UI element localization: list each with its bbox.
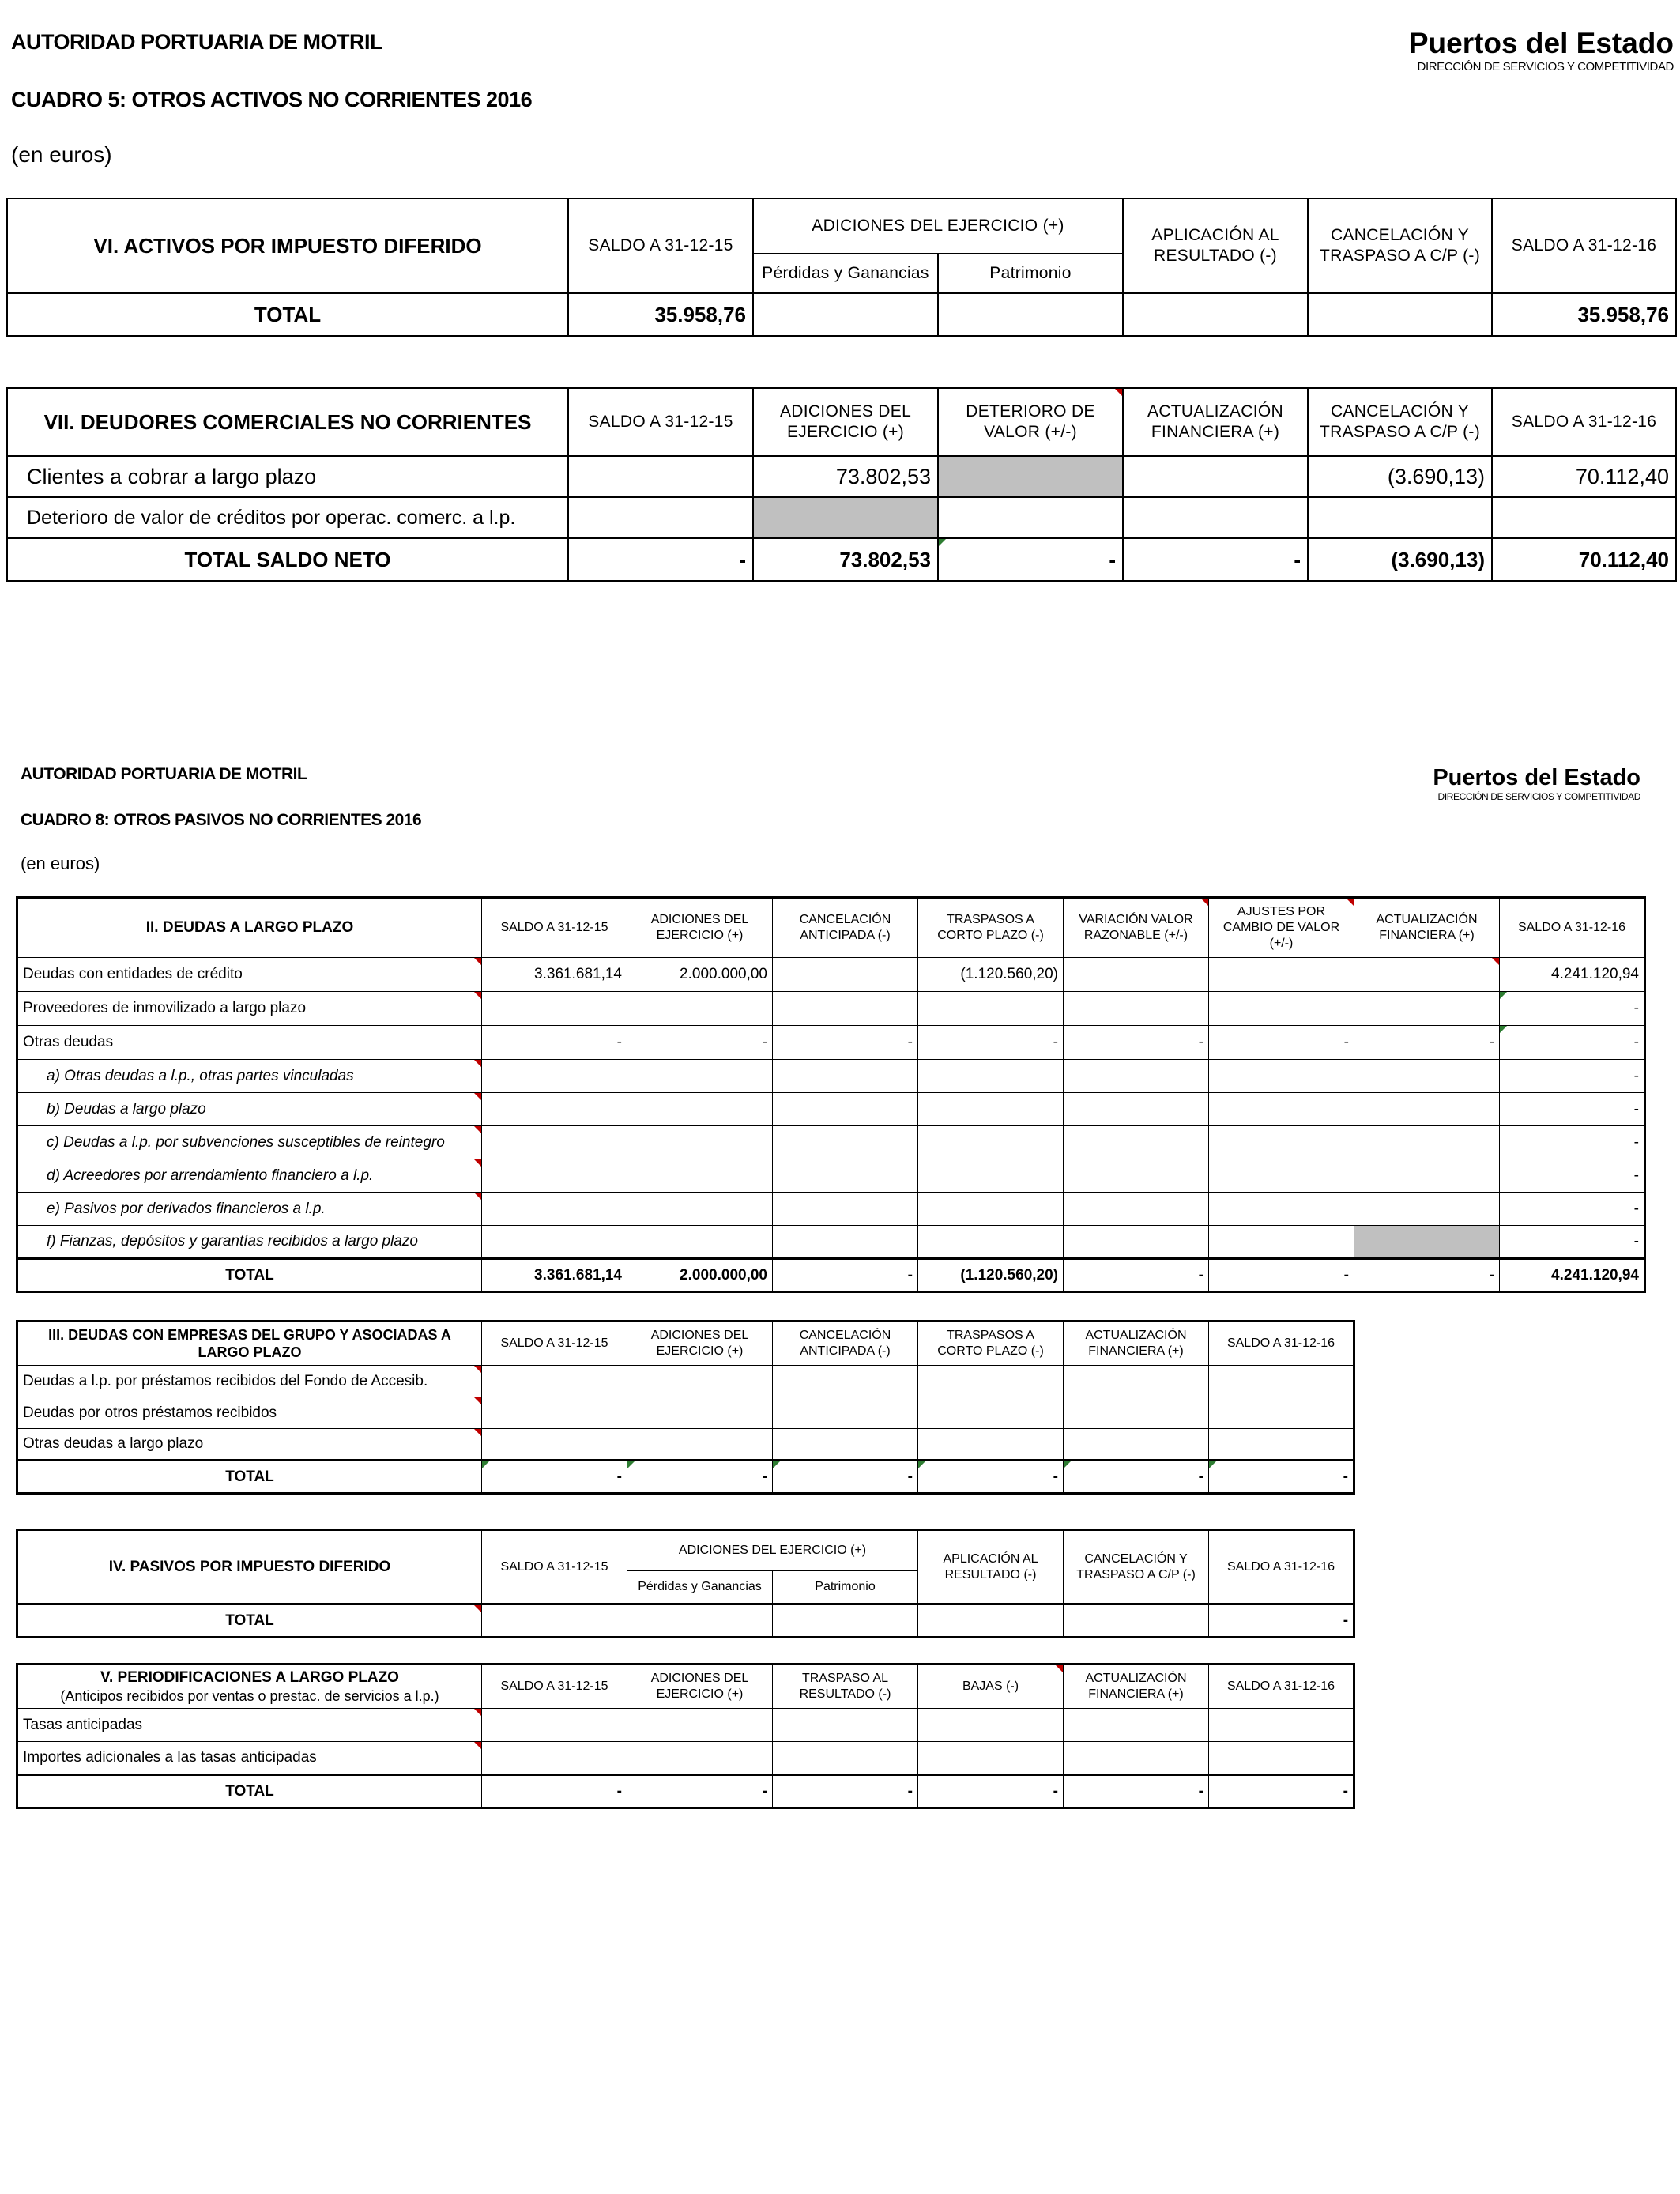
brand-name: Puertos del Estado	[1408, 27, 1674, 59]
col-header: ADICIONES DEL EJERCICIO (+)	[627, 1664, 773, 1709]
cell: -	[1500, 1026, 1645, 1060]
cell: -	[1354, 1026, 1500, 1060]
cell: 70.112,40	[1492, 456, 1676, 497]
table-row	[17, 1397, 1354, 1429]
cell	[1064, 1742, 1209, 1775]
cell: -	[773, 1461, 918, 1494]
cell	[627, 1193, 773, 1226]
cell	[938, 293, 1123, 336]
cell: -	[773, 1259, 918, 1292]
cell: -	[1500, 1126, 1645, 1159]
cell: 35.958,76	[1492, 293, 1676, 336]
brand-subtitle: DIRECCIÓN DE SERVICIOS Y COMPETITIVIDAD	[1437, 791, 1640, 802]
cell: -	[1064, 1026, 1209, 1060]
cell: -	[1064, 1775, 1209, 1808]
table-title-cell	[17, 1664, 482, 1709]
brand-logo-2	[1433, 765, 1640, 802]
cell	[1209, 958, 1354, 992]
table-row	[17, 1159, 1645, 1193]
cell	[627, 1397, 773, 1429]
table-row	[17, 1026, 1645, 1060]
cell	[482, 992, 627, 1026]
cell	[1064, 1093, 1209, 1126]
cell: -	[627, 1775, 773, 1808]
cell: 4.241.120,94	[1500, 958, 1645, 992]
cell: -	[1209, 1026, 1354, 1060]
cell: -	[1064, 1461, 1209, 1494]
col-header: ADICIONES DEL EJERCICIO (+)	[627, 1321, 773, 1366]
cell: -	[773, 1026, 918, 1060]
cell	[1492, 497, 1676, 538]
cell	[1209, 1060, 1354, 1093]
table-deudas-empresas-grupo	[16, 1320, 1355, 1495]
cell	[482, 1397, 627, 1429]
total-row	[7, 538, 1676, 581]
col-cancelacion: CANCELACIÓN Y TRASPASO A C/P (-)	[1308, 198, 1492, 293]
cell	[482, 1060, 627, 1093]
total-row	[17, 1461, 1354, 1494]
cell	[482, 1429, 627, 1461]
cell	[1209, 1429, 1354, 1461]
cell	[627, 1709, 773, 1742]
table-periodificaciones	[16, 1663, 1355, 1809]
total-label: TOTAL	[17, 1775, 482, 1808]
row-label: e) Pasivos por derivados financieros a l.p.	[17, 1193, 482, 1226]
cell	[1123, 293, 1308, 336]
table-row	[17, 1366, 1354, 1397]
cell	[1209, 1126, 1354, 1159]
col-header: SALDO A 31-12-15	[482, 1530, 627, 1604]
row-label: c) Deudas a l.p. por subvenciones susceptibles de reintegro	[17, 1126, 482, 1159]
cell	[1209, 1193, 1354, 1226]
cell: -	[1500, 1226, 1645, 1259]
col-saldo-final: SALDO A 31-12-16	[1492, 198, 1676, 293]
cell	[627, 1226, 773, 1259]
brand-subtitle: DIRECCIÓN DE SERVICIOS Y COMPETITIVIDAD	[1417, 60, 1674, 74]
row-label: Deterioro de valor de créditos por operac. comerc. a l.p.	[7, 497, 568, 538]
table-row	[17, 1226, 1645, 1259]
cell	[1354, 1093, 1500, 1126]
cell: -	[482, 1461, 627, 1494]
cell	[627, 1604, 773, 1638]
cell	[773, 1429, 918, 1461]
row-label: Tasas anticipadas	[17, 1709, 482, 1742]
cell	[1064, 1366, 1209, 1397]
table-row	[17, 1093, 1645, 1126]
cell	[773, 1604, 918, 1638]
col-header: AJUSTES POR CAMBIO DE VALOR (+/-)	[1209, 898, 1354, 958]
total-row	[17, 1604, 1354, 1638]
table-row	[17, 992, 1645, 1026]
cell	[918, 1604, 1064, 1638]
cell: 2.000.000,00	[627, 1259, 773, 1292]
cell	[1354, 1193, 1500, 1226]
row-label: Clientes a cobrar a largo plazo	[7, 456, 568, 497]
cell	[1209, 1093, 1354, 1126]
cell: -	[568, 538, 753, 581]
cell	[1064, 992, 1209, 1026]
cell	[1209, 1709, 1354, 1742]
cell	[918, 992, 1064, 1026]
cell: (3.690,13)	[1308, 538, 1492, 581]
cell	[773, 1226, 918, 1259]
cell	[918, 1193, 1064, 1226]
cell: -	[773, 1775, 918, 1808]
cell	[918, 1366, 1064, 1397]
table-row	[7, 497, 1676, 538]
cell: -	[1354, 1259, 1500, 1292]
table-row	[7, 456, 1676, 497]
row-label: Importes adicionales a las tasas anticipadas	[17, 1742, 482, 1775]
cell	[918, 1226, 1064, 1259]
col-header: SALDO A 31-12-16	[1209, 1321, 1354, 1366]
row-label: Proveedores de inmovilizado a largo plazo	[17, 992, 482, 1026]
page-title: CUADRO 5: OTROS ACTIVOS NO CORRIENTES 2016	[11, 88, 533, 111]
table-row	[17, 1193, 1645, 1226]
table-title: V. PERIODIFICACIONES A LARGO PLAZO	[100, 1668, 399, 1686]
col-header: ACTUALIZACIÓN FINANCIERA (+)	[1354, 898, 1500, 958]
cell	[1064, 958, 1209, 992]
col-header: SALDO A 31-12-16	[1500, 898, 1645, 958]
cell	[482, 1604, 627, 1638]
col-actualizacion: ACTUALIZACIÓN FINANCIERA (+)	[1123, 388, 1308, 456]
cell	[773, 1709, 918, 1742]
brand-logo	[1409, 27, 1674, 74]
cell	[773, 1742, 918, 1775]
cell	[1209, 1397, 1354, 1429]
cell	[918, 1060, 1064, 1093]
cell: 3.361.681,14	[482, 958, 627, 992]
cell: -	[1123, 538, 1308, 581]
table-title: VII. DEUDORES COMERCIALES NO CORRIENTES	[7, 388, 568, 456]
cell: -	[482, 1775, 627, 1808]
cell: -	[1209, 1461, 1354, 1494]
table-title: VI. ACTIVOS POR IMPUESTO DIFERIDO	[7, 198, 568, 293]
cell	[1354, 1126, 1500, 1159]
table-row	[17, 1429, 1354, 1461]
cell	[1209, 992, 1354, 1026]
row-label: Deudas a l.p. por préstamos recibidos del Fondo de Accesib.	[17, 1366, 482, 1397]
table-subtitle: (Anticipos recibidos por ventas o prestac. de servicios a l.p.)	[60, 1687, 439, 1704]
cell	[1354, 958, 1500, 992]
cell: -	[918, 1775, 1064, 1808]
col-header: VARIACIÓN VALOR RAZONABLE (+/-)	[1064, 898, 1209, 958]
col-adiciones: ADICIONES DEL EJERCICIO (+)	[753, 388, 938, 456]
cell: -	[1500, 1093, 1645, 1126]
col-header: ACTUALIZACIÓN FINANCIERA (+)	[1064, 1664, 1209, 1709]
cell	[1209, 1742, 1354, 1775]
table-row	[17, 1126, 1645, 1159]
cell	[1354, 1159, 1500, 1193]
cell	[1064, 1429, 1209, 1461]
cell: 73.802,53	[753, 538, 938, 581]
cell	[627, 1159, 773, 1193]
cell: (3.690,13)	[1308, 456, 1492, 497]
cell	[1064, 1193, 1209, 1226]
cell	[482, 1093, 627, 1126]
cell	[1308, 497, 1492, 538]
cell: 3.361.681,14	[482, 1259, 627, 1292]
table-title: III. DEUDAS CON EMPRESAS DEL GRUPO Y ASOCIADAS A LARGO PLAZO	[17, 1321, 482, 1366]
cell: -	[482, 1026, 627, 1060]
cell	[753, 293, 938, 336]
col-deterioro: DETERIORO DE VALOR (+/-)	[938, 388, 1123, 456]
cell	[773, 1060, 918, 1093]
cell: 73.802,53	[753, 456, 938, 497]
col-perdidas-ganancias: Pérdidas y Ganancias	[753, 254, 938, 293]
col-header: CANCELACIÓN Y TRASPASO A C/P (-)	[1064, 1530, 1209, 1604]
cell	[918, 1159, 1064, 1193]
col-aplicacion: APLICACIÓN AL RESULTADO (-)	[1123, 198, 1308, 293]
row-label: Deudas por otros préstamos recibidos	[17, 1397, 482, 1429]
cell: -	[1500, 1060, 1645, 1093]
cell: 4.241.120,94	[1500, 1259, 1645, 1292]
cell: -	[938, 538, 1123, 581]
cell	[753, 497, 938, 538]
total-label: TOTAL	[17, 1604, 482, 1638]
col-header: BAJAS (-)	[918, 1664, 1064, 1709]
cell	[773, 1366, 918, 1397]
cell	[1064, 1126, 1209, 1159]
cell	[482, 1159, 627, 1193]
cell	[627, 1093, 773, 1126]
table-row	[17, 1742, 1354, 1775]
page-title-2: CUADRO 8: OTROS PASIVOS NO CORRIENTES 2016	[21, 811, 422, 829]
cell: -	[1209, 1259, 1354, 1292]
cell	[1354, 1060, 1500, 1093]
unit-label: (en euros)	[11, 142, 112, 167]
cell	[482, 1366, 627, 1397]
cell	[1123, 497, 1308, 538]
cell	[1354, 992, 1500, 1026]
cell	[1209, 1366, 1354, 1397]
cell	[773, 958, 918, 992]
cell	[627, 1126, 773, 1159]
cell: 35.958,76	[568, 293, 753, 336]
table-pasivos-impuesto-diferido	[16, 1529, 1355, 1638]
cell	[627, 992, 773, 1026]
cell	[1064, 1226, 1209, 1259]
brand-name: Puertos del Estado	[1433, 765, 1640, 790]
cell: -	[1209, 1604, 1354, 1638]
total-label: TOTAL	[17, 1259, 482, 1292]
table-title: IV. PASIVOS POR IMPUESTO DIFERIDO	[17, 1530, 482, 1604]
cell	[482, 1709, 627, 1742]
col-saldo-final: SALDO A 31-12-16	[1492, 388, 1676, 456]
table-row	[17, 1709, 1354, 1742]
col-header: SALDO A 31-12-15	[482, 1664, 627, 1709]
cell	[568, 456, 753, 497]
cell	[918, 1742, 1064, 1775]
col-header: ADICIONES DEL EJERCICIO (+)	[627, 1530, 918, 1571]
row-label: Deudas con entidades de crédito	[17, 958, 482, 992]
cell	[773, 1093, 918, 1126]
table-deudas-largo-plazo	[16, 896, 1646, 1293]
cell	[1123, 456, 1308, 497]
unit-label-2: (en euros)	[21, 854, 100, 873]
cell: -	[918, 1026, 1064, 1060]
cell	[938, 456, 1123, 497]
total-row	[17, 1775, 1354, 1808]
row-label: Otras deudas	[17, 1026, 482, 1060]
cell	[918, 1709, 1064, 1742]
org-name: AUTORIDAD PORTUARIA DE MOTRIL	[11, 30, 382, 54]
cell	[938, 497, 1123, 538]
col-saldo-inicial: SALDO A 31-12-15	[568, 388, 753, 456]
cell: (1.120.560,20)	[918, 958, 1064, 992]
row-label: d) Acreedores por arrendamiento financiero a l.p.	[17, 1159, 482, 1193]
row-label: f) Fianzas, depósitos y garantías recibidos a largo plazo	[17, 1226, 482, 1259]
col-header: TRASPASOS A CORTO PLAZO (-)	[918, 1321, 1064, 1366]
col-saldo-inicial: SALDO A 31-12-15	[568, 198, 753, 293]
org-name-2: AUTORIDAD PORTUARIA DE MOTRIL	[21, 765, 307, 783]
col-header: SALDO A 31-12-15	[482, 898, 627, 958]
cell	[1064, 1060, 1209, 1093]
table-row	[17, 958, 1645, 992]
col-header: ACTUALIZACIÓN FINANCIERA (+)	[1064, 1321, 1209, 1366]
col-header: SALDO A 31-12-16	[1209, 1664, 1354, 1709]
cell	[918, 1429, 1064, 1461]
col-cancelacion: CANCELACIÓN Y TRASPASO A C/P (-)	[1308, 388, 1492, 456]
cell	[627, 1742, 773, 1775]
cell: -	[1500, 992, 1645, 1026]
row-label: Otras deudas a largo plazo	[17, 1429, 482, 1461]
cell	[918, 1093, 1064, 1126]
cell	[773, 1193, 918, 1226]
cell: (1.120.560,20)	[918, 1259, 1064, 1292]
col-adiciones: ADICIONES DEL EJERCICIO (+)	[753, 198, 1123, 254]
cell: -	[627, 1026, 773, 1060]
cell: -	[627, 1461, 773, 1494]
cell: 2.000.000,00	[627, 958, 773, 992]
table-activos-impuesto-diferido	[6, 198, 1677, 337]
col-header: CANCELACIÓN ANTICIPADA (-)	[773, 1321, 918, 1366]
cell	[1064, 1397, 1209, 1429]
cell	[1209, 1226, 1354, 1259]
cell: -	[1500, 1159, 1645, 1193]
cell	[627, 1429, 773, 1461]
col-header: TRASPASOS A CORTO PLAZO (-)	[918, 898, 1064, 958]
col-perdidas-ganancias: Pérdidas y Ganancias	[627, 1571, 773, 1604]
table-row	[17, 1060, 1645, 1093]
cell	[1064, 1604, 1209, 1638]
total-row	[17, 1259, 1645, 1292]
cell	[1308, 293, 1492, 336]
total-label: TOTAL SALDO NETO	[7, 538, 568, 581]
col-header: TRASPASO AL RESULTADO (-)	[773, 1664, 918, 1709]
cell: -	[1500, 1193, 1645, 1226]
cell	[773, 1397, 918, 1429]
cell	[482, 1126, 627, 1159]
col-header: APLICACIÓN AL RESULTADO (-)	[918, 1530, 1064, 1604]
cell: 70.112,40	[1492, 538, 1676, 581]
total-label: TOTAL	[7, 293, 568, 336]
cell	[918, 1397, 1064, 1429]
table-deudores-comerciales	[6, 387, 1677, 582]
cell	[482, 1193, 627, 1226]
row-label: a) Otras deudas a l.p., otras partes vinculadas	[17, 1060, 482, 1093]
total-label: TOTAL	[17, 1461, 482, 1494]
cell: -	[1209, 1775, 1354, 1808]
col-patrimonio: Patrimonio	[773, 1571, 918, 1604]
cell	[627, 1366, 773, 1397]
table-title: II. DEUDAS A LARGO PLAZO	[17, 898, 482, 958]
cell: -	[918, 1461, 1064, 1494]
row-label: b) Deudas a largo plazo	[17, 1093, 482, 1126]
cell	[773, 1159, 918, 1193]
total-row	[7, 293, 1676, 336]
col-patrimonio: Patrimonio	[938, 254, 1123, 293]
cell	[918, 1126, 1064, 1159]
cell	[773, 992, 918, 1026]
cell	[627, 1060, 773, 1093]
cell	[1064, 1709, 1209, 1742]
cell	[482, 1742, 627, 1775]
cell	[1354, 1226, 1500, 1259]
cell: -	[1064, 1259, 1209, 1292]
cell	[568, 497, 753, 538]
col-header: SALDO A 31-12-16	[1209, 1530, 1354, 1604]
cell	[1064, 1159, 1209, 1193]
col-header: ADICIONES DEL EJERCICIO (+)	[627, 898, 773, 958]
cell	[1209, 1159, 1354, 1193]
col-header: CANCELACIÓN ANTICIPADA (-)	[773, 898, 918, 958]
cell	[773, 1126, 918, 1159]
col-header: SALDO A 31-12-15	[482, 1321, 627, 1366]
cell	[482, 1226, 627, 1259]
